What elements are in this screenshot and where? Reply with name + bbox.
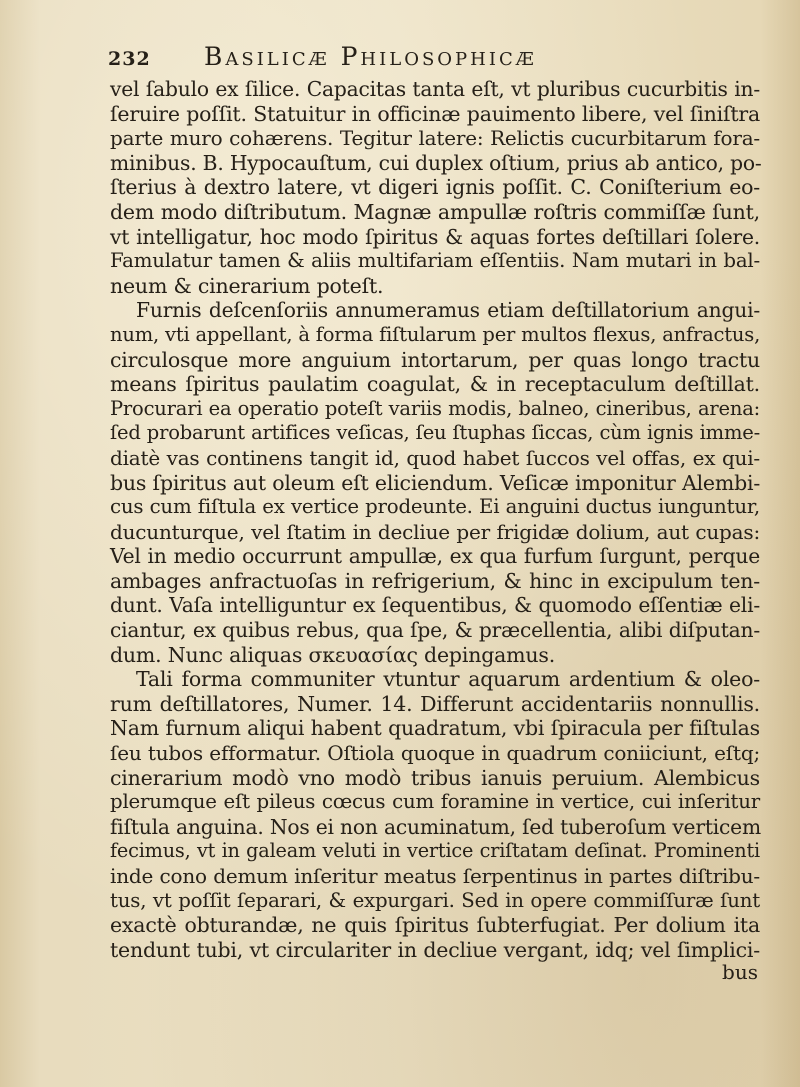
text-line: fiſtula anguina. Nos ei non acuminatum, ſed tuberoſum verticem — [110, 814, 761, 839]
text-line: Famulatur tamen & aliis multifariam eſſentiis. Nam mutari in bal- — [110, 249, 760, 273]
text-line: dum. Nunc aliquas σκευασίας depingamus. — [110, 642, 556, 667]
text-line: ſed probarunt artifices veſicas, ſeu ſtuphas ſiccas, cùm ignis imme- — [110, 421, 760, 445]
page-header — [108, 42, 768, 72]
page-number: 232 — [108, 48, 151, 70]
text-line: means ſpiritus paulatim coagulat, & in receptaculum deſtillat. — [110, 372, 760, 397]
text-line: plerumque eſt pileus cœcus cum foramine in vertice, cui inſeritur — [110, 790, 760, 814]
text-line: bus ſpiritus aut oleum eſt eliciendum. Veſicæ imponitur Alembi- — [110, 470, 761, 495]
body-text — [110, 77, 760, 962]
text-line: parte muro cohærens. Tegitur latere: Relictis cucurbitarum fora- — [110, 126, 760, 151]
text-line: inde cono demum inſeritur meatus ſerpentinus in partes diſtribu- — [110, 864, 760, 888]
text-line: ducunturque, vel ſtatim in decliue per frigidæ dolium, aut cupas: — [110, 519, 760, 544]
text-line: cinerarium modò vno modò tribus ianuis peruium. Alembicus — [110, 765, 760, 790]
text-line: rum deſtillatores, Numer. 14. Differunt accidentariis nonnullis. — [110, 691, 760, 716]
paragraph-start-line: Furnis deſcenſoriis annumeramus etiam deſtillatorium angui- — [136, 298, 760, 323]
paragraph-start-line: Tali forma communiter vtuntur aquarum ardentium & oleo- — [136, 667, 760, 692]
text-line: ſeruire poſſit. Statuitur in officinæ pauimento libere, vel ſiniſtra — [110, 101, 760, 126]
text-line: dunt. Vaſa intelliguntur ex ſequentibus, & quomodo eſſentiæ eli- — [110, 593, 760, 618]
text-line: minibus. B. Hypocauſtum, cui duplex oſtium, prius ab antico, po- — [110, 150, 762, 175]
text-line: diatè vas continens tangit id, quod habet ſuccos vel offas, ex qui- — [110, 445, 760, 470]
text-line: Procurari ea operatio poteſt variis modis, balneo, cineribus, arena: — [110, 396, 760, 420]
text-line: num, vti appellant, à forma fiſtularum per multos flexus, anfractus, — [110, 322, 761, 346]
text-line: tendunt tubi, vt circulariter in decliue vergant, idq; vel ſimplici- — [110, 937, 760, 962]
text-line: circulosque more anguium intortarum, per quas longo tractu — [110, 347, 760, 372]
text-line: ſterius à dextro latere, vt digeri ignis poſſit. C. Coniſterium eo- — [110, 175, 760, 200]
text-line: vt intelligatur, hoc modo ſpiritus & aquas fortes deſtillari ſolere. — [110, 224, 760, 249]
text-line: ciantur, ex quibus rebus, qua ſpe, & præcellentia, alibi diſputan- — [110, 618, 760, 643]
text-line: cus cum fiſtula ex vertice prodeunte. Ei anguini ductus iunguntur, — [110, 495, 760, 519]
text-line: Nam furnum aliqui habent quadratum, vbi ſpiracula per fiſtulas — [110, 716, 760, 741]
text-line: ambages anfractuoſas in refrigerium, & hinc in excipulum ten- — [110, 568, 760, 593]
text-line: neum & cinerarium poteſt. — [110, 273, 384, 298]
text-line: fecimus, vt in galeam veluti in vertice criſtatam deſinat. Prominenti — [110, 839, 760, 863]
text-line: vel ſabulo ex ſilice. Capacitas tanta eſt, vt pluribus cucurbitis in- — [110, 77, 760, 101]
text-line: Vel in medio occurrunt ampullæ, ex qua furfum ſurgunt, perque — [110, 544, 760, 569]
text-line: tus, vt poſſit ſeparari, & expurgari. Sed in opere commiſſuræ ſunt — [110, 888, 760, 912]
running-head: Basilicæ Philosophicæ — [204, 42, 537, 71]
catchword: bus — [722, 960, 758, 984]
text-line: exactè obturandæ, ne quis ſpiritus ſubterfugiat. Per dolium ita — [110, 913, 760, 938]
text-line: ſeu tubos efformatur. Oſtiola quoque in quadrum coniiciunt, eſtq; — [110, 741, 760, 766]
text-line: dem modo diſtributum. Magnæ ampullæ roſtris commiſſæ ſunt, — [110, 199, 760, 224]
